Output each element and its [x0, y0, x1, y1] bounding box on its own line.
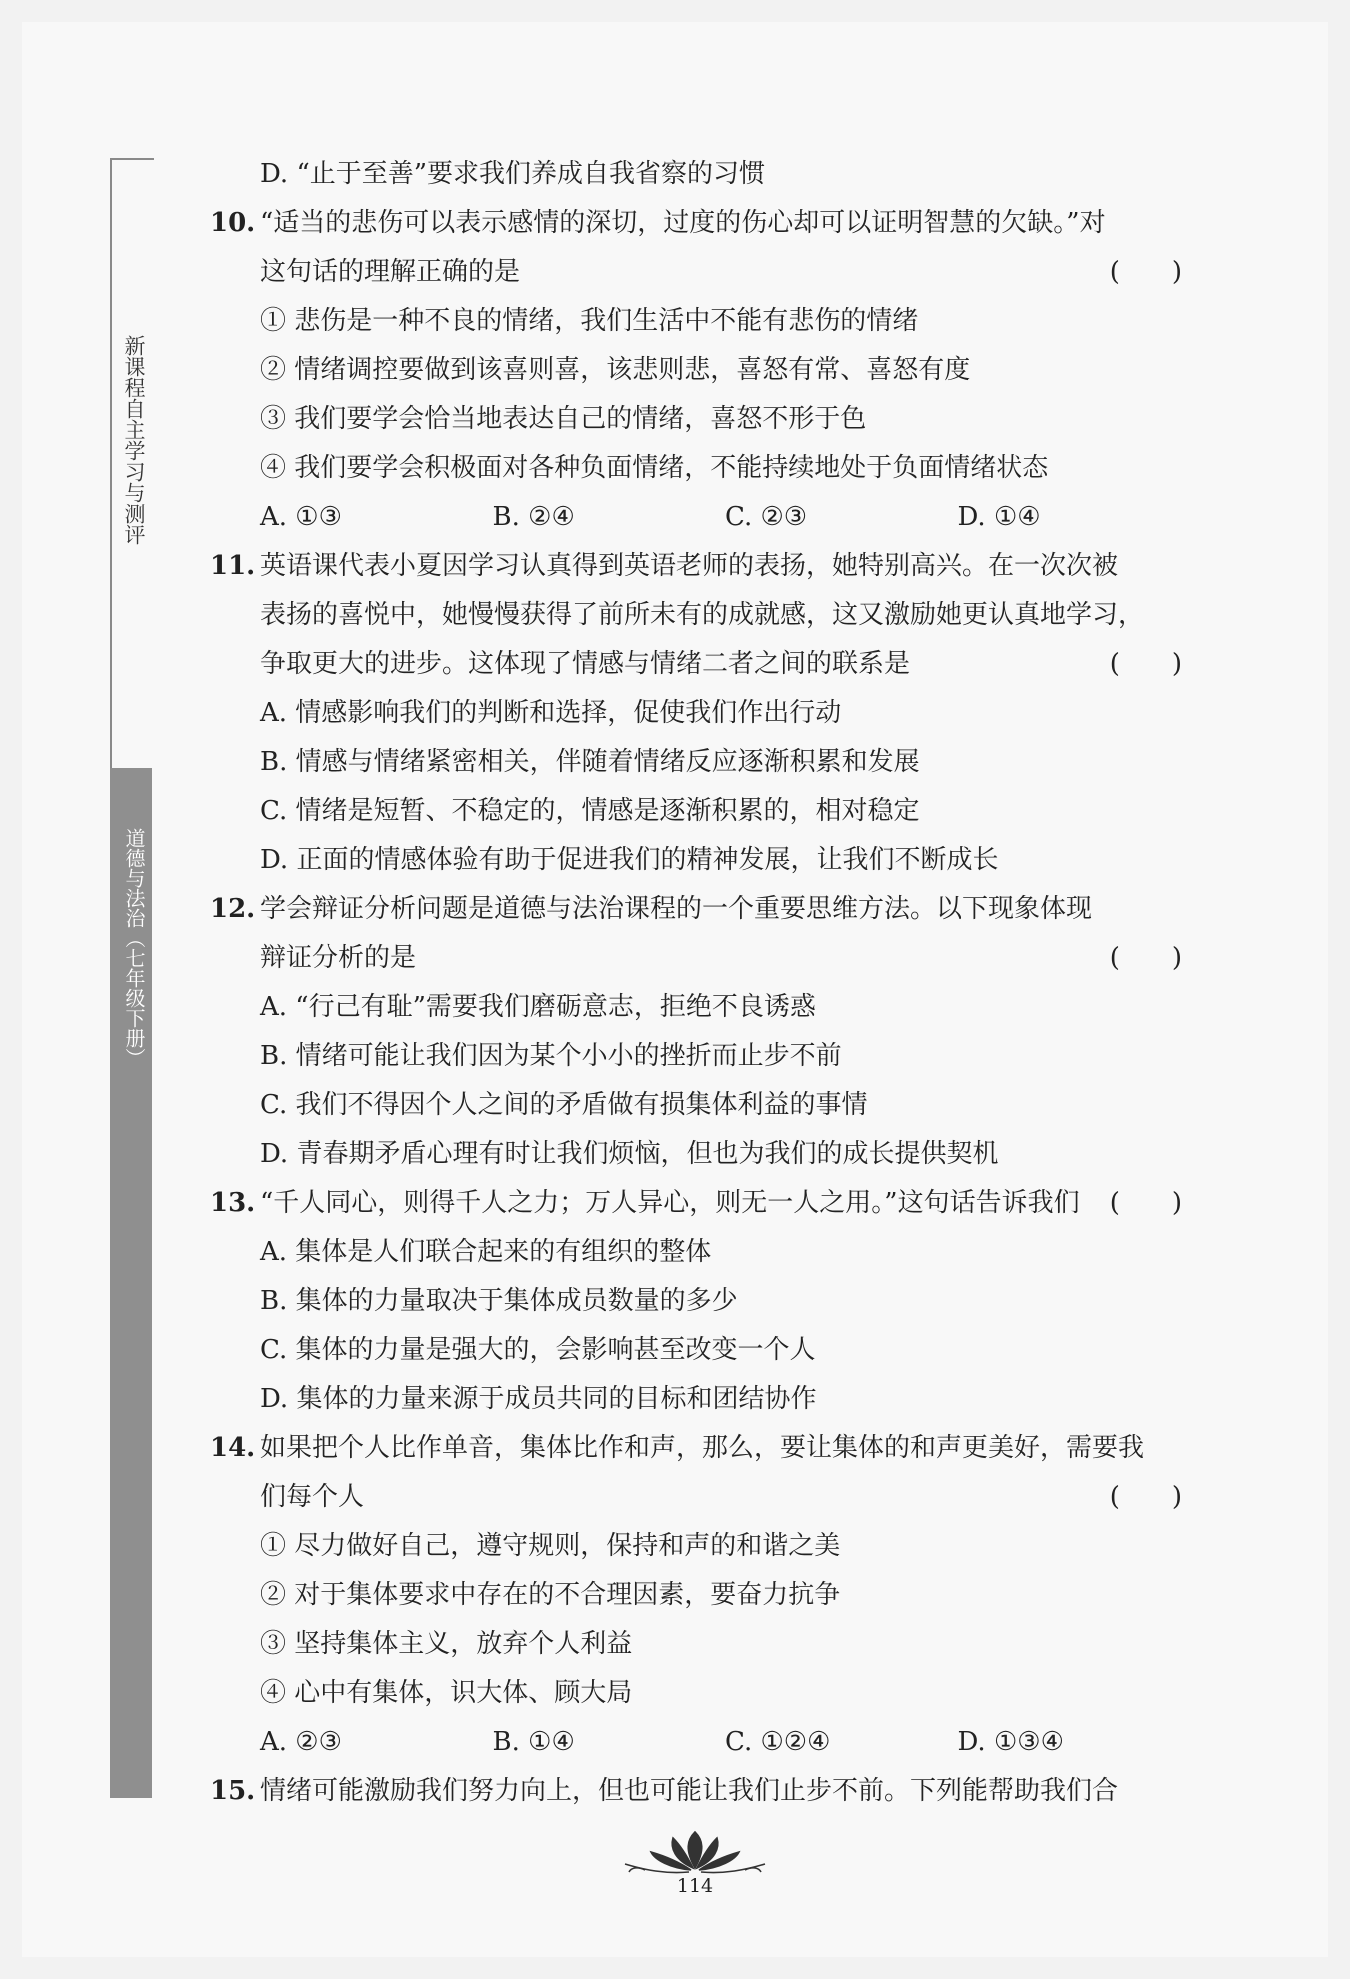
- choice-d: D. ①③④: [957, 1727, 1064, 1757]
- option: B. 情感与情绪紧密相关，伴随着情绪反应逐渐积累和发展: [260, 747, 920, 777]
- question-stem: “千人同心，则得千人之力；万人异心，则无一人之用。”这句话告诉我们: [260, 1188, 1080, 1218]
- question-stem: 辩证分析的是: [260, 943, 417, 973]
- question-content: [210, 150, 1190, 1816]
- option: C. 集体的力量是强大的，会影响甚至改变一个人: [260, 1335, 816, 1365]
- question-number: 14.: [210, 1433, 256, 1463]
- option: A. 集体是人们联合起来的有组织的整体: [260, 1237, 712, 1267]
- statement: ② 情绪调控要做到该喜则喜，该悲则悲，喜怒有常、喜怒有度: [260, 355, 971, 385]
- choices-row: [210, 493, 1190, 542]
- question-13: [210, 1179, 1190, 1424]
- statement: ④ 心中有集体，识大体、顾大局: [260, 1678, 633, 1708]
- choice-c: C. ①②④: [725, 1727, 831, 1757]
- choices-row: [210, 1718, 1190, 1767]
- question-10: [210, 199, 1190, 542]
- answer-blank: ( ): [1109, 649, 1182, 679]
- statement: ① 悲伤是一种不良的情绪，我们生活中不能有悲伤的情绪: [260, 306, 919, 336]
- page-number: 114: [676, 1875, 714, 1897]
- statement: ② 对于集体要求中存在的不合理因素，要奋力抗争: [260, 1580, 841, 1610]
- carry-over-option: D. “止于至善”要求我们养成自我省察的习惯: [260, 159, 766, 189]
- question-number: 15.: [210, 1776, 256, 1806]
- option: A. “行己有耻”需要我们磨砺意志，拒绝不良诱惑: [260, 992, 816, 1022]
- statement: ① 尽力做好自己，遵守规则，保持和声的和谐之美: [260, 1531, 841, 1561]
- option: A. 情感影响我们的判断和选择，促使我们作出行动: [260, 698, 842, 728]
- choice-d: D. ①④: [957, 502, 1041, 532]
- statement: ③ 我们要学会恰当地表达自己的情绪，喜怒不形于色: [260, 404, 867, 434]
- question-stem: 如果把个人比作单音，集体比作和声，那么，要让集体的和声更美好，需要我: [260, 1433, 1145, 1463]
- option: B. 情绪可能让我们因为某个小小的挫折而止步不前: [260, 1041, 842, 1071]
- choice-b: B. ①④: [492, 1727, 575, 1757]
- question-stem: 们每个人: [260, 1482, 365, 1512]
- choice-b: B. ②④: [492, 502, 575, 532]
- question-stem: 学会辩证分析问题是道德与法治课程的一个重要思维方法。以下现象体现: [260, 894, 1093, 924]
- question-number: 11.: [210, 551, 256, 581]
- question-12: [210, 885, 1190, 1179]
- question-stem: 这句话的理解正确的是: [260, 257, 521, 287]
- flourish-ornament-icon: [615, 1830, 775, 1875]
- statement: ③ 坚持集体主义，放弃个人利益: [260, 1629, 633, 1659]
- option: C. 我们不得因个人之间的矛盾做有损集体利益的事情: [260, 1090, 868, 1120]
- series-title: 新课程自主学习与测评: [122, 335, 146, 545]
- question-number: 13.: [210, 1188, 256, 1218]
- choice-a: A. ①③: [260, 502, 342, 532]
- option: B. 集体的力量取决于集体成员数量的多少: [260, 1286, 738, 1316]
- option: D. 青春期矛盾心理有时让我们烦恼，但也为我们的成长提供契机: [260, 1139, 999, 1169]
- option: D. 正面的情感体验有助于促进我们的精神发展，让我们不断成长: [260, 845, 999, 875]
- answer-blank: ( ): [1109, 1188, 1182, 1218]
- answer-blank: ( ): [1109, 943, 1182, 973]
- question-stem: 情绪可能激励我们努力向上，但也可能让我们止步不前。下列能帮助我们合: [260, 1776, 1119, 1806]
- choice-c: C. ②③: [725, 502, 808, 532]
- choice-a: A. ②③: [260, 1727, 342, 1757]
- question-number: 10.: [210, 208, 256, 238]
- question-15: [210, 1767, 1190, 1816]
- option: D. 集体的力量来源于成员共同的目标和团结协作: [260, 1384, 817, 1414]
- question-14: [210, 1424, 1190, 1767]
- answer-blank: ( ): [1109, 1482, 1182, 1512]
- question-stem: “适当的悲伤可以表示感情的深切，过度的伤心却可以证明智慧的欠缺。”对: [260, 208, 1106, 238]
- subject-title: 道德与法治（七年级下册）: [122, 828, 146, 1068]
- question-11: [210, 542, 1190, 885]
- statement: ④ 我们要学会积极面对各种负面情绪，不能持续地处于负面情绪状态: [260, 453, 1049, 483]
- option: C. 情绪是短暂、不稳定的，情感是逐渐积累的，相对稳定: [260, 796, 920, 826]
- answer-blank: ( ): [1109, 257, 1182, 287]
- question-stem: 英语课代表小夏因学习认真得到英语老师的表扬，她特别高兴。在一次次被: [260, 551, 1119, 581]
- question-stem: 争取更大的进步。这体现了情感与情绪二者之间的联系是: [260, 649, 911, 679]
- question-stem: 表扬的喜悦中，她慢慢获得了前所未有的成就感，这又激励她更认真地学习，: [260, 600, 1145, 630]
- question-number: 12.: [210, 894, 256, 924]
